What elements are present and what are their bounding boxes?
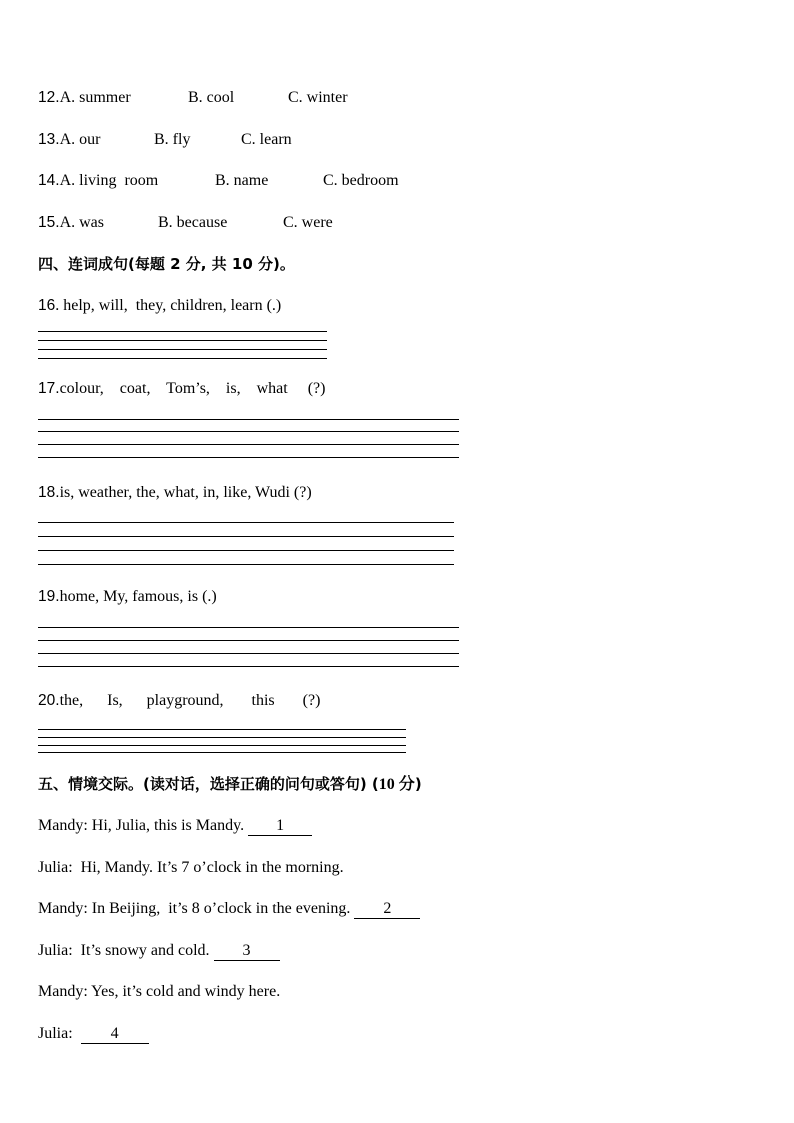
dialogue-line-3 [38,899,420,919]
option-a: A. living room [59,172,159,189]
answer-line [38,653,459,654]
answer-line [38,729,406,730]
dialogue-text: Julia: It’s snowy and cold. [38,942,214,959]
dialogue-line-1 [38,816,312,836]
section-5-points: 10 分 [378,776,415,793]
scrambled-words: is, weather, the, what, in, like, Wudi (?) [59,484,312,501]
answer-line [38,564,454,565]
answer-line [38,340,327,341]
dialogue-text: Julia: Hi, Mandy. It’s 7 o’clock in the morning. [38,859,344,876]
answer-blank-4[interactable]: 4 [81,1025,149,1044]
scrambled-words: . help, will, they, children, learn (.) [55,297,282,314]
answer-line [38,431,459,432]
dialogue-text: Mandy: In Beijing, it’s 8 o’clock in the evening. [38,900,355,917]
question-number: 13. [38,131,60,148]
option-c: C. winter [288,89,348,106]
question-number: 19. [38,588,60,605]
option-b: B. name [215,172,269,189]
question-number: 18. [38,484,60,501]
question-number: 14. [38,172,60,189]
dialogue-text: Julia: [38,1025,81,1042]
answer-line [38,419,459,420]
option-c: C. bedroom [323,172,399,189]
question-number: 20. [38,692,60,709]
question-number: 15. [38,214,60,231]
option-a: A. summer [59,89,131,106]
question-number: 17. [38,380,60,397]
answer-blank-1[interactable]: 1 [248,817,312,836]
dialogue-line-2 [38,858,344,878]
answer-line [38,640,459,641]
answer-line [38,666,459,667]
option-b: B. fly [154,131,191,148]
answer-line [38,358,327,359]
sentence-question-16 [38,296,281,316]
section-4-title: 四、连词成句(每题 2 分, 共 10 分)。 [38,255,295,273]
option-a: A. was [59,214,104,231]
sentence-question-18 [38,483,312,503]
answer-line [38,457,459,458]
dialogue-line-4 [38,941,280,961]
scrambled-words: the, Is, playground, this (?) [59,692,321,709]
option-c: C. were [283,214,333,231]
dialogue-text: Mandy: Yes, it’s cold and windy here. [38,983,281,1000]
sentence-question-17 [38,379,325,399]
option-c: C. learn [241,131,292,148]
answer-line [38,331,327,332]
answer-blank-3[interactable]: 3 [214,942,280,961]
sentence-question-19 [38,587,217,607]
answer-line [38,522,454,523]
answer-line [38,536,454,537]
option-b: B. cool [188,89,235,106]
dialogue-line-5 [38,982,280,1002]
section-5-title [38,774,422,795]
answer-blank-2[interactable]: 2 [354,900,420,919]
option-a: A. our [59,131,101,148]
answer-line [38,745,406,746]
dialogue-line-6 [38,1024,149,1044]
answer-line [38,550,454,551]
answer-line [38,444,459,445]
section-5-title-end: ) [414,775,422,793]
question-number: 12. [38,89,60,106]
answer-line [38,752,406,753]
answer-line [38,627,459,628]
answer-line [38,737,406,738]
question-number: 16 [38,297,56,314]
scrambled-words: colour, coat, Tom’s, is, what (?) [59,380,326,397]
option-b: B. because [158,214,228,231]
dialogue-text: Mandy: Hi, Julia, this is Mandy. [38,817,249,834]
sentence-question-20 [38,691,320,711]
answer-line [38,349,327,350]
scrambled-words: home, My, famous, is (.) [59,588,217,605]
section-5-title-text: 五、情境交际。(读对话，选择正确的问句或答句) ( [38,775,379,793]
